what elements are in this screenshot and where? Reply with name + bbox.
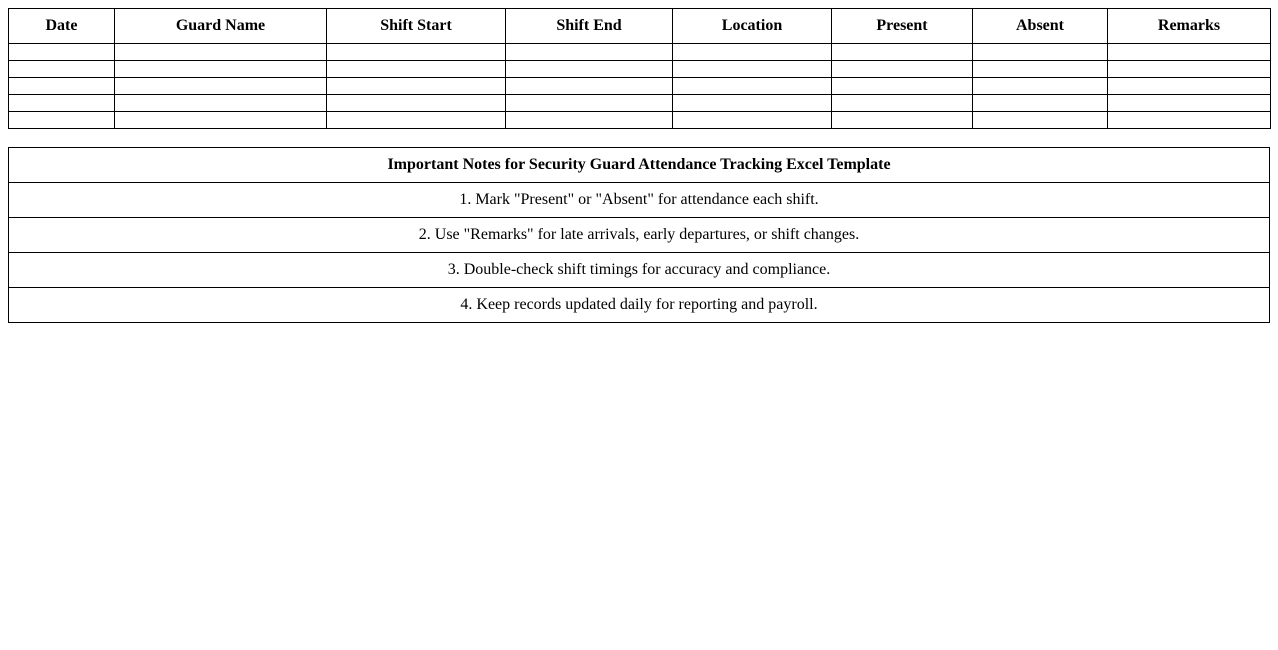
table-row (9, 112, 1271, 129)
note-item: 3. Double-check shift timings for accuracy and compliance. (9, 253, 1270, 288)
cell-location[interactable] (673, 61, 832, 78)
cell-remarks[interactable] (1108, 112, 1271, 129)
cell-location[interactable] (673, 112, 832, 129)
attendance-body (9, 44, 1271, 129)
cell-shift-end[interactable] (506, 112, 673, 129)
table-row (9, 95, 1271, 112)
notes-table (8, 147, 1270, 323)
table-row (9, 61, 1271, 78)
cell-shift-end[interactable] (506, 95, 673, 112)
cell-shift-start[interactable] (327, 112, 506, 129)
cell-present[interactable] (832, 44, 973, 61)
cell-present[interactable] (832, 112, 973, 129)
cell-guard-name[interactable] (115, 44, 327, 61)
cell-guard-name[interactable] (115, 61, 327, 78)
cell-remarks[interactable] (1108, 78, 1271, 95)
cell-shift-end[interactable] (506, 44, 673, 61)
note-row (9, 183, 1270, 218)
cell-guard-name[interactable] (115, 78, 327, 95)
header-shift-end: Shift End (506, 9, 673, 44)
cell-shift-end[interactable] (506, 78, 673, 95)
note-item: 1. Mark "Present" or "Absent" for attendance each shift. (9, 183, 1270, 218)
cell-absent[interactable] (973, 95, 1108, 112)
cell-absent[interactable] (973, 61, 1108, 78)
cell-location[interactable] (673, 95, 832, 112)
cell-absent[interactable] (973, 44, 1108, 61)
cell-absent[interactable] (973, 78, 1108, 95)
cell-shift-start[interactable] (327, 78, 506, 95)
cell-remarks[interactable] (1108, 95, 1271, 112)
table-row (9, 44, 1271, 61)
header-shift-start: Shift Start (327, 9, 506, 44)
cell-shift-end[interactable] (506, 61, 673, 78)
cell-remarks[interactable] (1108, 44, 1271, 61)
header-absent: Absent (973, 9, 1108, 44)
cell-location[interactable] (673, 78, 832, 95)
header-guard-name: Guard Name (115, 9, 327, 44)
cell-location[interactable] (673, 44, 832, 61)
cell-guard-name[interactable] (115, 112, 327, 129)
cell-date[interactable] (9, 78, 115, 95)
note-row (9, 218, 1270, 253)
attendance-header-row (9, 9, 1271, 44)
cell-guard-name[interactable] (115, 95, 327, 112)
cell-shift-start[interactable] (327, 95, 506, 112)
note-row (9, 253, 1270, 288)
note-item: 4. Keep records updated daily for reporting and payroll. (9, 288, 1270, 323)
note-row (9, 288, 1270, 323)
cell-date[interactable] (9, 112, 115, 129)
cell-remarks[interactable] (1108, 61, 1271, 78)
notes-title-row (9, 148, 1270, 183)
cell-absent[interactable] (973, 112, 1108, 129)
note-item: 2. Use "Remarks" for late arrivals, early departures, or shift changes. (9, 218, 1270, 253)
cell-shift-start[interactable] (327, 44, 506, 61)
header-date: Date (9, 9, 115, 44)
cell-shift-start[interactable] (327, 61, 506, 78)
attendance-table (8, 8, 1271, 129)
notes-title: Important Notes for Security Guard Attendance Tracking Excel Template (9, 148, 1270, 183)
cell-present[interactable] (832, 95, 973, 112)
cell-present[interactable] (832, 61, 973, 78)
cell-date[interactable] (9, 61, 115, 78)
cell-date[interactable] (9, 95, 115, 112)
header-location: Location (673, 9, 832, 44)
header-remarks: Remarks (1108, 9, 1271, 44)
cell-present[interactable] (832, 78, 973, 95)
header-present: Present (832, 9, 973, 44)
table-row (9, 78, 1271, 95)
cell-date[interactable] (9, 44, 115, 61)
